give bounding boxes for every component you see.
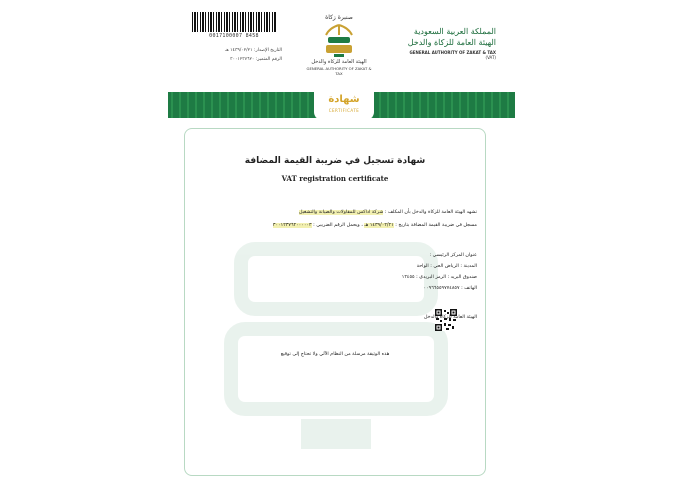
authority-ar-line2: الهيئة العامة للزكاة والدخل (407, 38, 496, 47)
reference-value: ٣٠٠١٢٣٧٦٢٠ (230, 57, 255, 62)
logo-script-text: صنبرة زكاة (325, 14, 353, 21)
registration-line (273, 223, 477, 228)
reference-row (192, 55, 282, 64)
company-name: شركة اداكس للمقاولات والصيانة والتشغيل (298, 210, 384, 215)
authority-en-line2: (VAT) (485, 55, 496, 60)
qr-code-icon (435, 309, 457, 331)
statement-line (299, 210, 477, 215)
registration-date: ١٤٣٩/٠٢/٢١ هـ (364, 223, 394, 228)
certificate-panel (184, 128, 486, 476)
tax-number: ٣٠٠١٢٣٧٦٢٠٠٠٠٠٣ (272, 223, 312, 228)
registration-mid: ، ويحمل الرقم الضريبي : (313, 223, 363, 228)
watermark-logo-icon (211, 209, 461, 459)
authority-en-line1: GENERAL AUTHORITY OF ZAKAT & TAX (409, 50, 496, 55)
badge-en-title: CERTIFICATE (328, 108, 360, 113)
authority-header (388, 26, 496, 60)
barcode (192, 12, 276, 32)
issue-date-label: التاريخ الإصدار: (253, 48, 282, 53)
address-heading: عنوان المركز الرئيسي : (429, 253, 477, 258)
city-line: المدينة : الرياض الحي : الواحة (416, 264, 477, 269)
pobox-line: صندوق البريد : الرمز البريدي : ١٢٤٥٥ (401, 275, 477, 280)
palm-emblem-icon (322, 21, 356, 59)
certificate-title-en: VAT registration certificate (281, 174, 389, 183)
signature-authority: الهيئة العامة للزكاة والدخل (424, 315, 477, 320)
reference-label: الرقم المتميز: (255, 57, 282, 62)
statement-prefix: تشهد الهيئة العامة للزكاة والدخل بأن المكلف : (384, 210, 477, 215)
issue-meta (192, 46, 282, 64)
logo-arabic-name: الهيئة العامة للزكاة والدخل (311, 59, 367, 65)
registration-prefix: مسجل في ضريبة القيمة المضافة بتاريخ : (395, 223, 477, 228)
certificate-title-ar: شهادة تسجيل في ضريبة القيمة المضافة (244, 156, 426, 166)
badge-ar-title: شهادة (328, 94, 360, 105)
certificate-badge (314, 92, 374, 120)
zakat-logo (304, 14, 374, 84)
issue-date-row (192, 46, 282, 55)
system-note: هذه الوثيقة مرسلة من النظام الآلي ولا تحتاج إلى توقيع (280, 352, 390, 357)
phone-line: الهاتف : ٠٠٩٦٦٥٥٩٧٧٤٨٥٧ (423, 286, 477, 291)
issue-date-value: ١٤٣٩/٠٢/٢١ هـ (225, 48, 253, 53)
logo-english-name: GENERAL AUTHORITY OF ZAKAT & TAX (306, 66, 372, 76)
authority-ar-line1: المملكة العربية السعودية (413, 27, 496, 36)
barcode-number: 0017100007 8458 (209, 33, 259, 39)
